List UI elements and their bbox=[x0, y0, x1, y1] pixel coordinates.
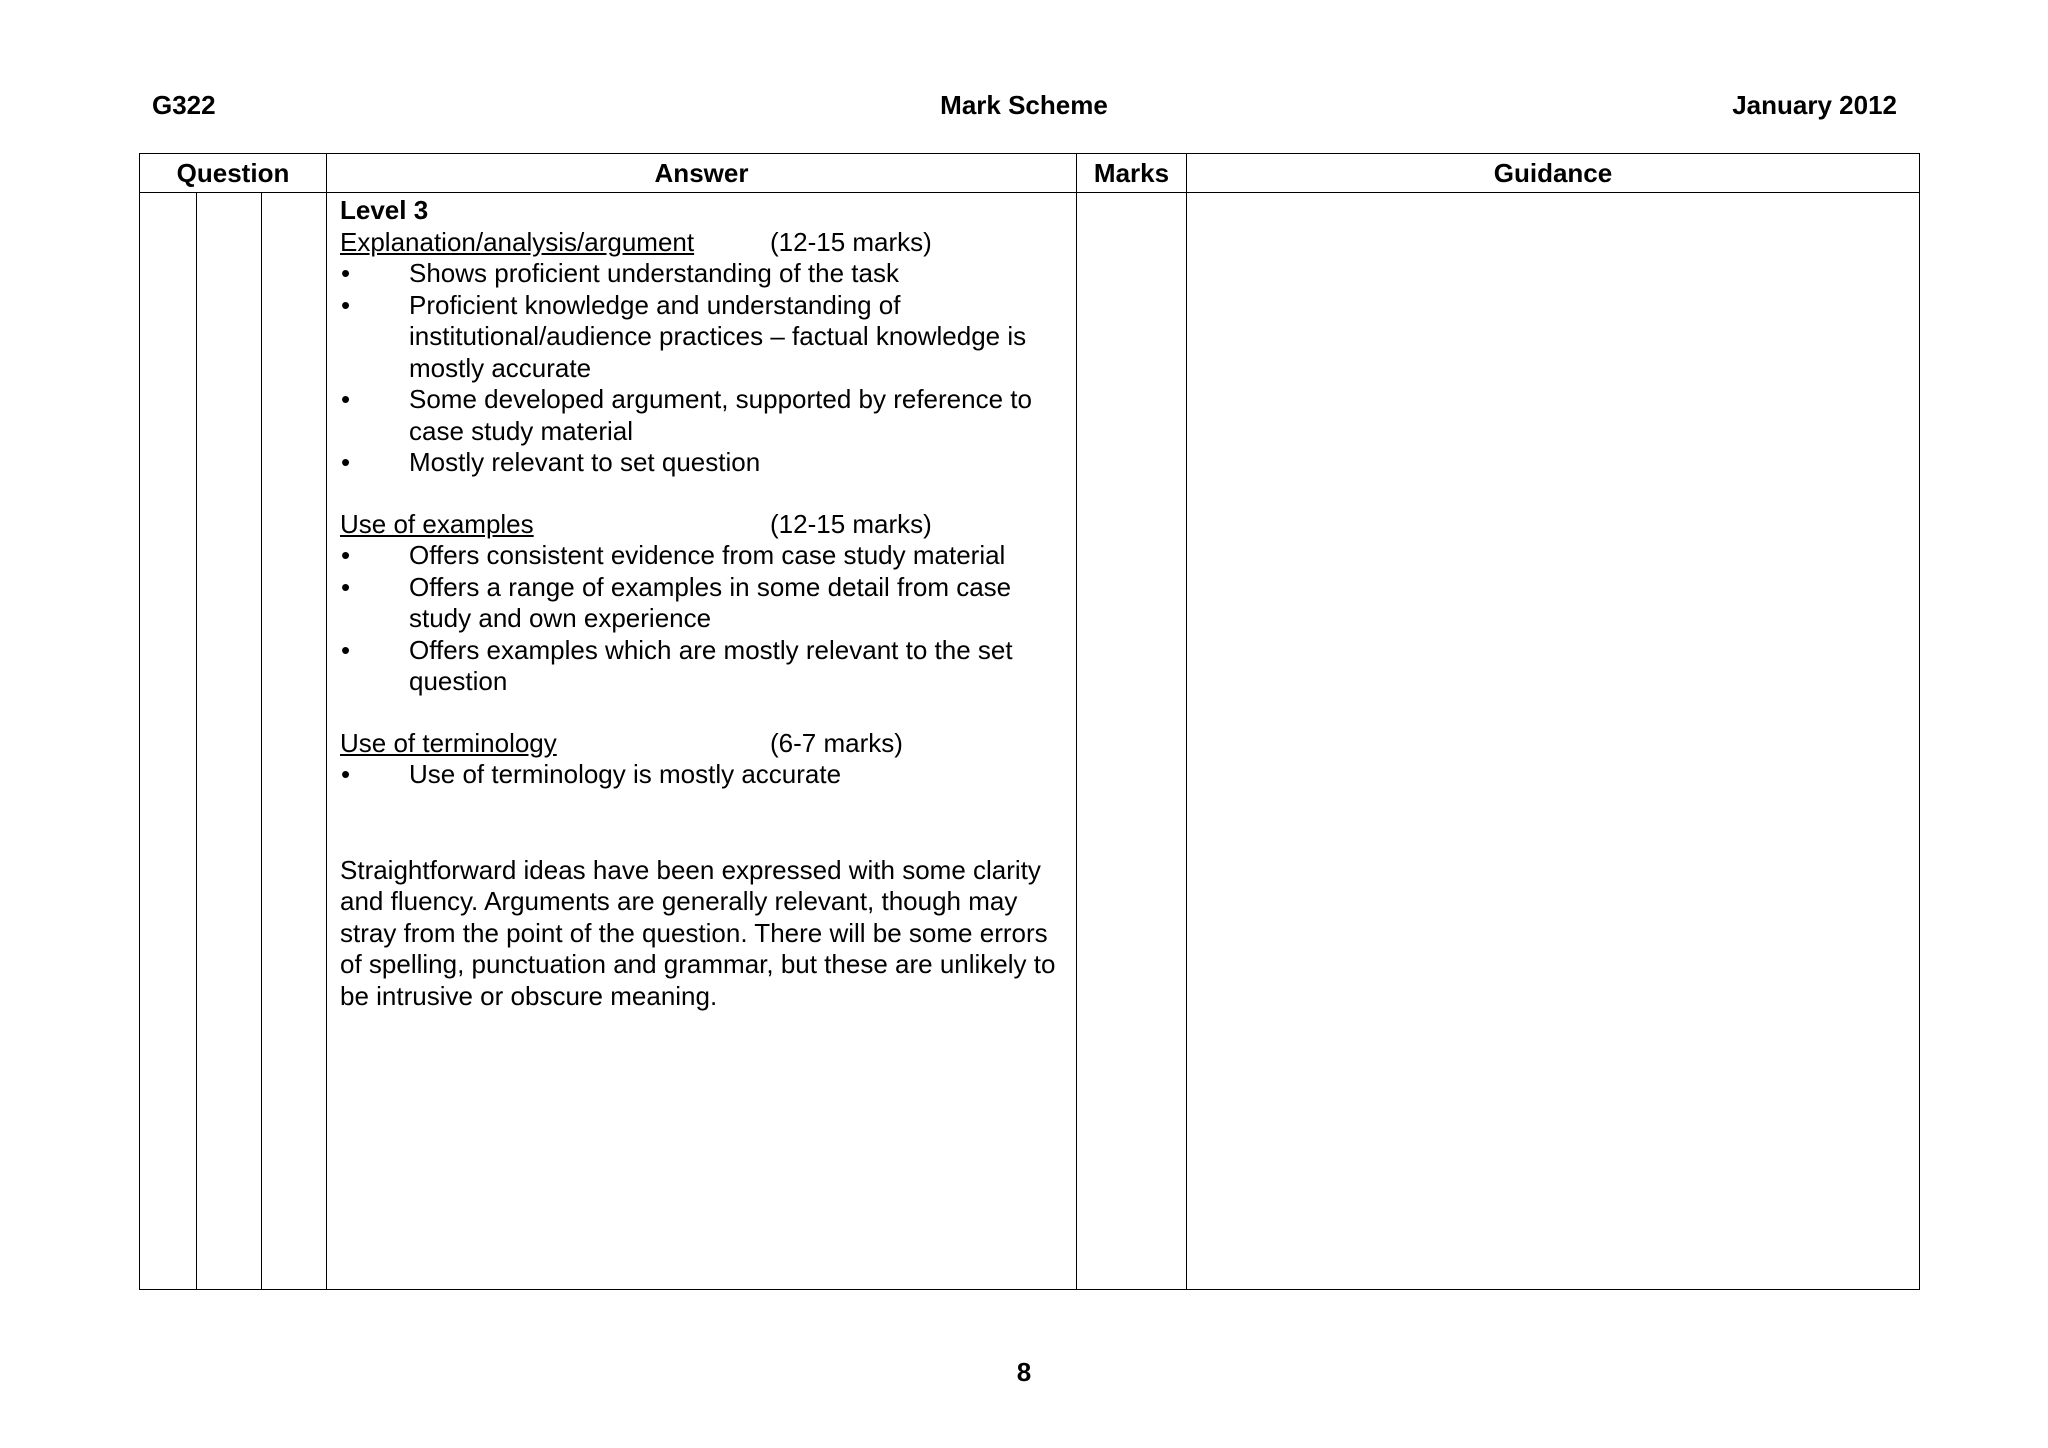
explanation-marks: (12-15 marks) bbox=[770, 226, 932, 257]
explanation-heading bbox=[340, 227, 1064, 259]
terminology-bullets bbox=[340, 759, 1064, 791]
guidance-cell bbox=[1187, 193, 1920, 1290]
explanation-bullets bbox=[340, 258, 1064, 479]
question-cell-3 bbox=[262, 193, 327, 1290]
list-item: • Offers examples which are mostly relevant to the set question bbox=[340, 635, 1064, 698]
level-heading: Level 3 bbox=[340, 195, 429, 225]
column-header-guidance: Guidance bbox=[1187, 154, 1920, 193]
question-cell-2 bbox=[197, 193, 262, 1290]
terminology-marks: (6-7 marks) bbox=[770, 727, 903, 758]
examples-marks: (12-15 marks) bbox=[770, 508, 932, 539]
list-item: • Offers a range of examples in some detail from case study and own experience bbox=[340, 572, 1064, 635]
list-item: • Use of terminology is mostly accurate bbox=[340, 759, 1064, 791]
explanation-label: Explanation/analysis/argument bbox=[340, 226, 695, 257]
examples-label: Use of examples bbox=[340, 508, 534, 539]
page-number: 8 bbox=[1016, 1357, 1032, 1387]
examples-heading bbox=[340, 509, 1064, 541]
list-item: • Some developed argument, supported by reference to case study material bbox=[340, 384, 1064, 447]
document-title: Mark Scheme bbox=[940, 90, 1108, 120]
list-item: • Mostly relevant to set question bbox=[340, 447, 1064, 479]
column-header-marks: Marks bbox=[1077, 154, 1187, 193]
list-item: • Shows proficient understanding of the task bbox=[340, 258, 1064, 290]
list-item: • Offers consistent evidence from case study material bbox=[340, 540, 1064, 572]
column-header-answer: Answer bbox=[327, 154, 1077, 193]
answer-cell bbox=[327, 193, 1077, 1290]
list-item: • Proficient knowledge and understanding of institutional/audience practices – factual knowledge is mostly accurate bbox=[340, 290, 1064, 385]
quality-of-written-communication: Straightforward ideas have been expressed with some clarity and fluency. Arguments are generally relevant, though may stray from the point of the question. There will be some errors of spelling, punctuation and grammar, but these are unlikely to be intrusive or obscure meaning. bbox=[340, 854, 1056, 1011]
document-code: G322 bbox=[152, 90, 216, 120]
mark-scheme-table bbox=[139, 153, 1920, 1290]
document-date: January 2012 bbox=[1732, 90, 1897, 120]
table-header-row bbox=[140, 154, 1920, 193]
terminology-heading bbox=[340, 728, 1064, 760]
marks-cell bbox=[1077, 193, 1187, 1290]
examples-bullets bbox=[340, 540, 1064, 698]
column-header-question: Question bbox=[140, 154, 327, 193]
table-row bbox=[140, 193, 1920, 1290]
terminology-label: Use of terminology bbox=[340, 727, 557, 758]
question-cell-1 bbox=[140, 193, 197, 1290]
